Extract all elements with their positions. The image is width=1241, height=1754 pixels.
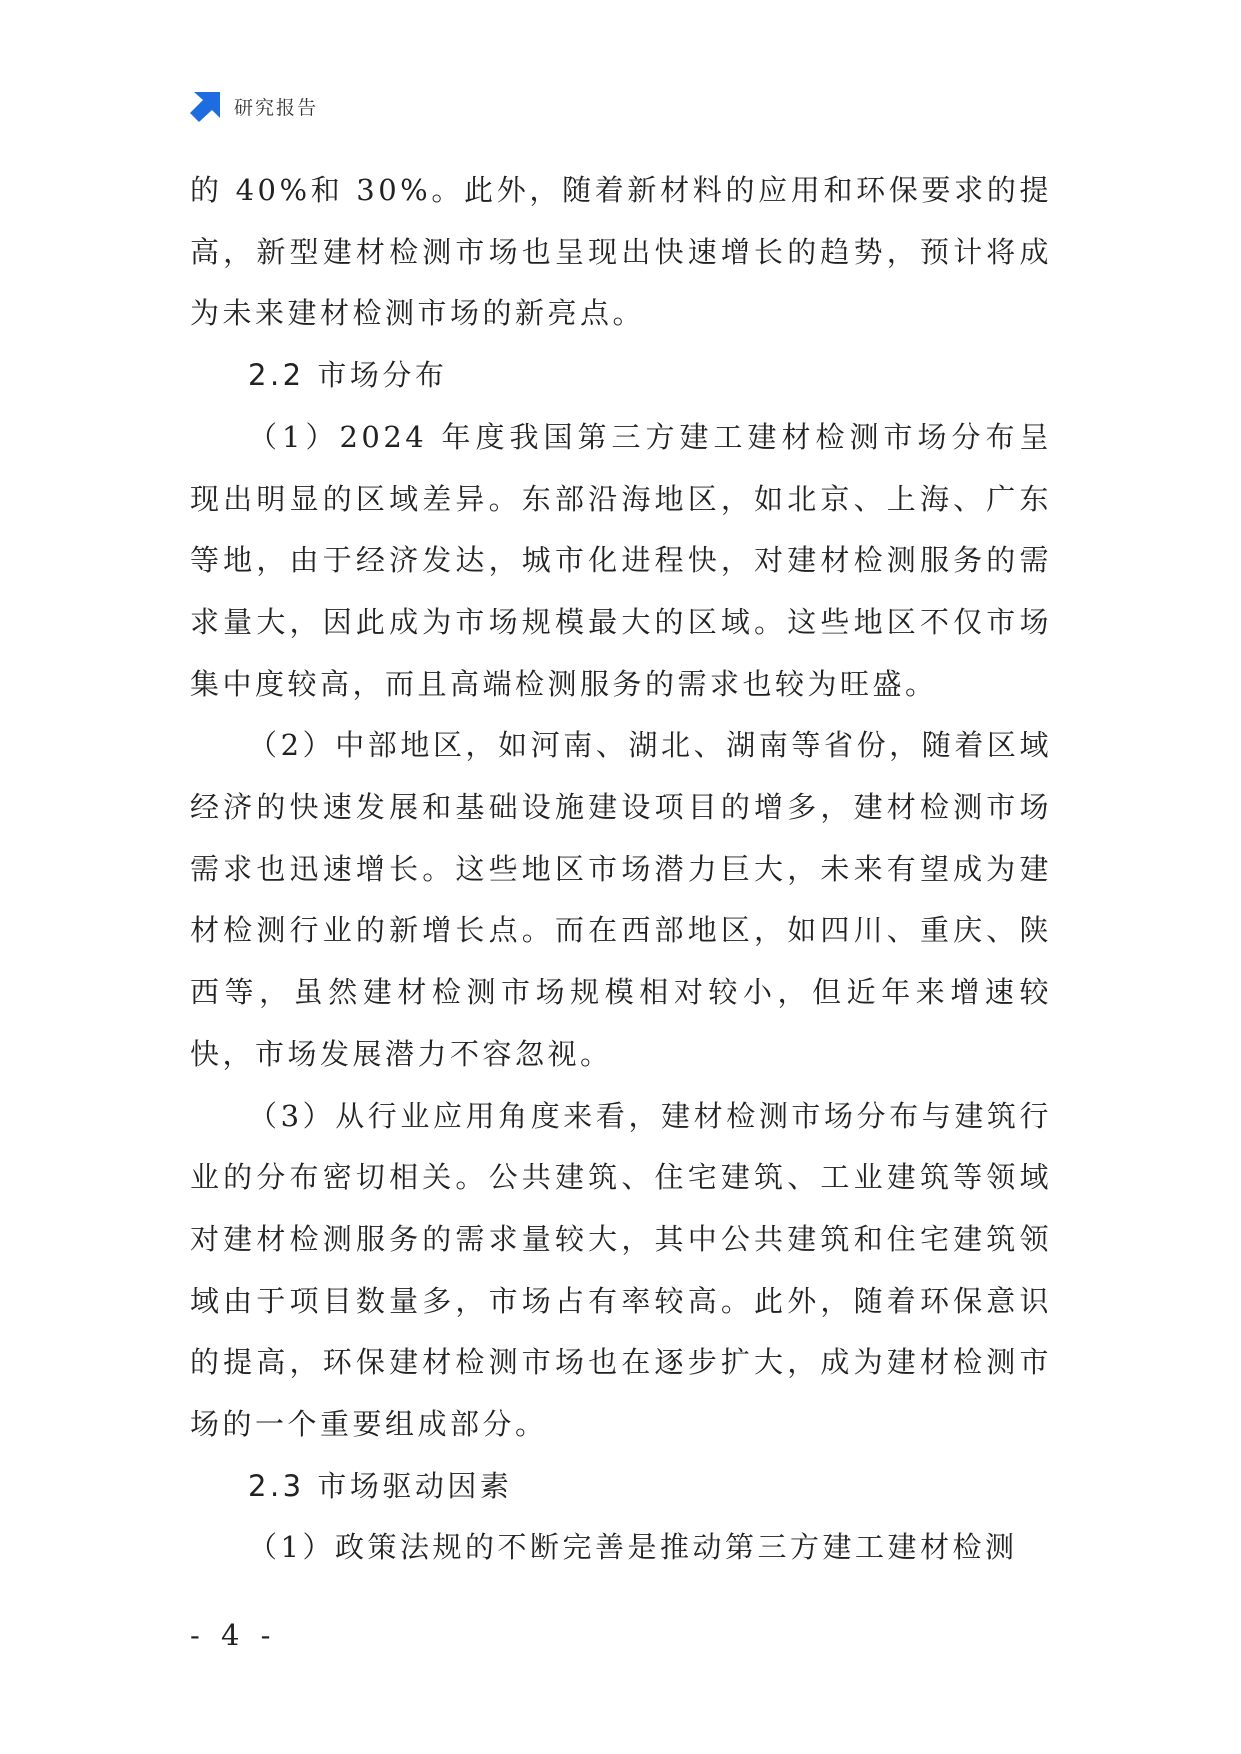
paragraph-3: （3）从行业应用角度来看，建材检测市场分布与建筑行业的分布密切相关。公共建筑、住宅建筑、工业建筑等领域对建材检测服务的需求量较大，其中公共建筑和住宅建筑领域由于项目数量多，市场占有率较高。此外，随着环保意识的提高，环保建材检测市场也在逐步扩大，成为建材检测市场的一个重要组成部分。 bbox=[190, 1098, 1052, 1442]
paragraph-continuation: 的 40%和 30%。此外，随着新材料的应用和环保要求的提高，新型建材检测市场也呈现出快速增长的趋势，预计将成为未来建材检测市场的新亮点。 bbox=[190, 173, 1052, 331]
paragraph-2: （2）中部地区，如河南、湖北、湖南等省份，随着区域经济的快速发展和基础设施建设项目的增多，建材检测市场需求也迅速增长。这些地区市场潜力巨大，未来有望成为建材检测行业的新增长点。而在西部地区，如四川、重庆、陕西等，虽然建材检测市场规模相对较小，但近年来增速较快，市场发展潜力不容忽视。 bbox=[190, 728, 1052, 1071]
document-body bbox=[190, 160, 1052, 1579]
header-title: 研究报告 bbox=[234, 96, 319, 119]
page-number: - 4 - bbox=[190, 1618, 277, 1652]
section-heading-2-2: 2.2 市场分布 bbox=[248, 358, 448, 393]
page-header bbox=[190, 90, 318, 122]
arrow-up-right-icon bbox=[190, 90, 222, 122]
paragraph-4: （1）政策法规的不断完善是推动第三方建工建材检测 bbox=[248, 1530, 1018, 1565]
section-heading-2-3: 2.3 市场驱动因素 bbox=[248, 1468, 513, 1503]
paragraph-1: （1）2024 年度我国第三方建工建材检测市场分布呈现出明显的区域差异。东部沿海地区，如北京、上海、广东等地，由于经济发达，城市化进程快，对建材检测服务的需求量大，因此成为市场规模最大的区域。这些地区不仅市场集中度较高，而且高端检测服务的需求也较为旺盛。 bbox=[190, 419, 1052, 701]
